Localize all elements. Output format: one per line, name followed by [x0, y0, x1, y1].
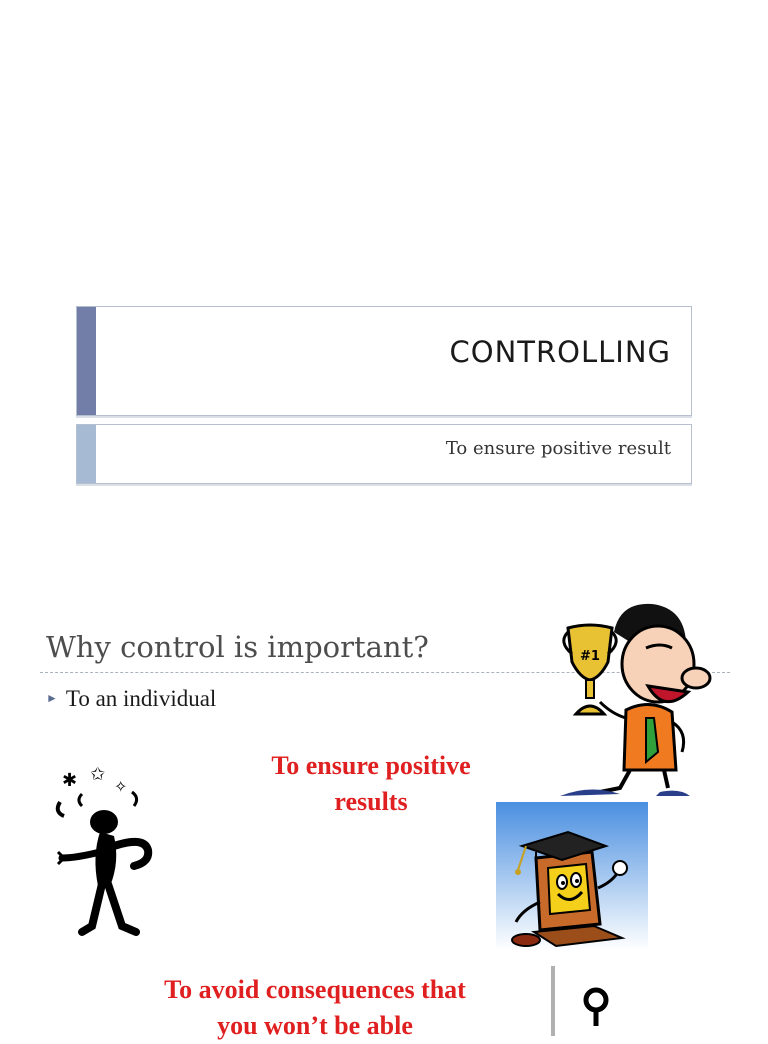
- title-accent-bar: [77, 307, 96, 415]
- svg-text:✧: ✧: [114, 777, 128, 796]
- svg-text:#1: #1: [580, 649, 600, 664]
- slide-divider-line: [551, 966, 555, 1036]
- bullet-item: [46, 686, 216, 712]
- subtitle-placeholder: [76, 424, 692, 484]
- callout-positive-results: To ensure positive results: [271, 751, 471, 816]
- subtitle-accent-bar: [77, 425, 96, 483]
- confused-stick-figure-clipart: [52, 766, 164, 942]
- graduate-computer-clipart: [496, 802, 648, 950]
- trophy-man-clipart: [560, 602, 710, 798]
- slide-subtitle: To ensure positive result: [445, 438, 671, 459]
- bullet-marker-icon: ►: [46, 691, 58, 705]
- content-slide: [0, 590, 768, 1040]
- bullet-text: To an individual: [65, 686, 217, 711]
- slide-title: CONTROLLING: [449, 335, 671, 369]
- callout-avoid-consequences: To avoid consequences that you won’t be able: [164, 975, 466, 1040]
- key-symbol-icon: [578, 986, 618, 1026]
- svg-text:✩: ✩: [90, 764, 106, 785]
- svg-text:✱: ✱: [62, 770, 78, 791]
- slide-heading: Why control is important?: [46, 630, 429, 664]
- title-placeholder: [76, 306, 692, 416]
